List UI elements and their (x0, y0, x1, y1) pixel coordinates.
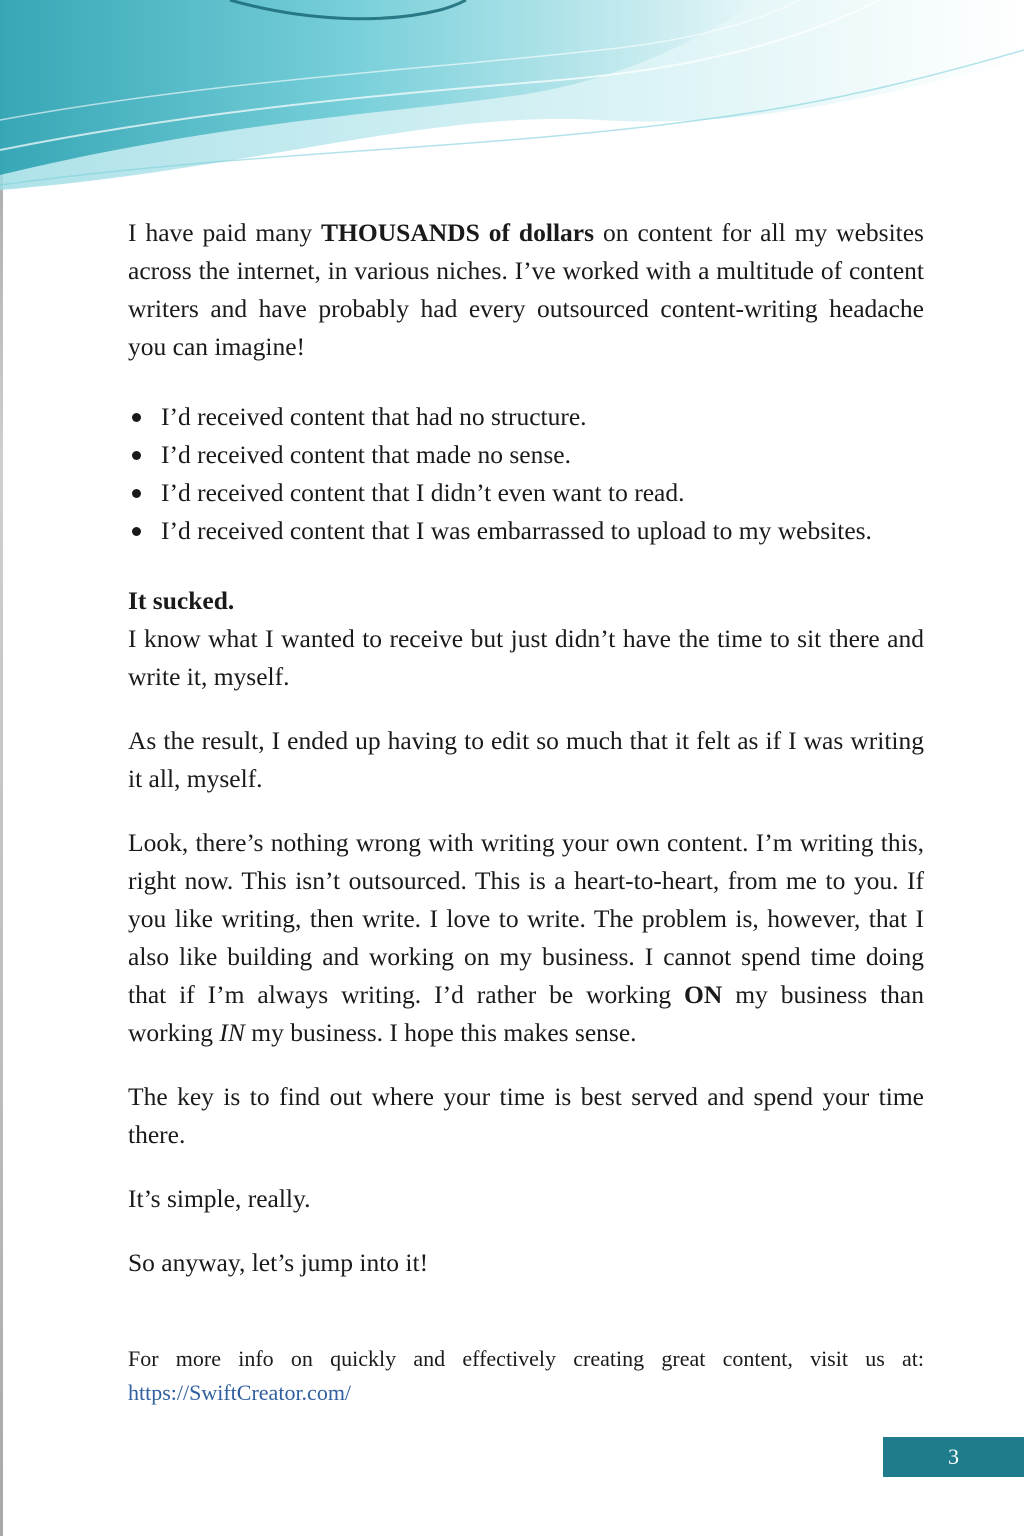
page-number-badge: 3 (883, 1437, 1024, 1477)
list-item: I’d received content that I was embarrassed to upload to my websites. (128, 512, 924, 550)
paragraph-simple: It’s simple, really. (128, 1184, 311, 1213)
paragraph-time: I know what I wanted to receive but just didn’t have the time to sit there and write it, myself. (128, 624, 924, 691)
list-item: I’d received content that had no structure. (128, 398, 924, 436)
list-item: I’d received content that made no sense. (128, 436, 924, 474)
footer-note: For more info on quickly and effectively creating great content, visit us at: (128, 1346, 924, 1371)
complaints-list (128, 398, 924, 550)
paragraph-look: Look, there’s nothing wrong with writing your own content. I’m writing this, right now. This isn’t outsourced. This is a heart-to-heart, from me to you. If you like writing, then write. I love to write. The problem is, however, that I also like building and working on my business. I cannot spend time doing that if I’m always writing. I’d rather be working ON my business than working IN my business. I hope this makes sense. (128, 828, 924, 1047)
header-wave-decoration (0, 0, 1024, 200)
intro-emphasis: THOUSANDS of dollars (321, 218, 595, 247)
intro-paragraph: I have paid many THOUSANDS of dollars on content for all my websites across the internet, in various niches. I’ve worked with a multitude of content writers and have probably had every outsourced content-writing headache you can imagine! (128, 218, 924, 361)
paragraph-anyway: So anyway, let’s jump into it! (128, 1248, 429, 1277)
section-heading: It sucked. (128, 586, 235, 615)
paragraph-key: The key is to find out where your time is best served and spend your time there. (128, 1082, 924, 1149)
swiftcreator-link[interactable]: https://SwiftCreator.com/ (128, 1380, 352, 1405)
body-content (128, 214, 924, 1282)
bullet-icon (132, 489, 141, 498)
paragraph-result: As the result, I ended up having to edit so much that it felt as if I was writing it all, myself. (128, 726, 924, 793)
list-item: I’d received content that I didn’t even want to read. (128, 474, 924, 512)
bullet-icon (132, 413, 141, 422)
bullet-icon (132, 527, 141, 536)
bullet-icon (132, 451, 141, 460)
page-left-edge (0, 0, 3, 1536)
